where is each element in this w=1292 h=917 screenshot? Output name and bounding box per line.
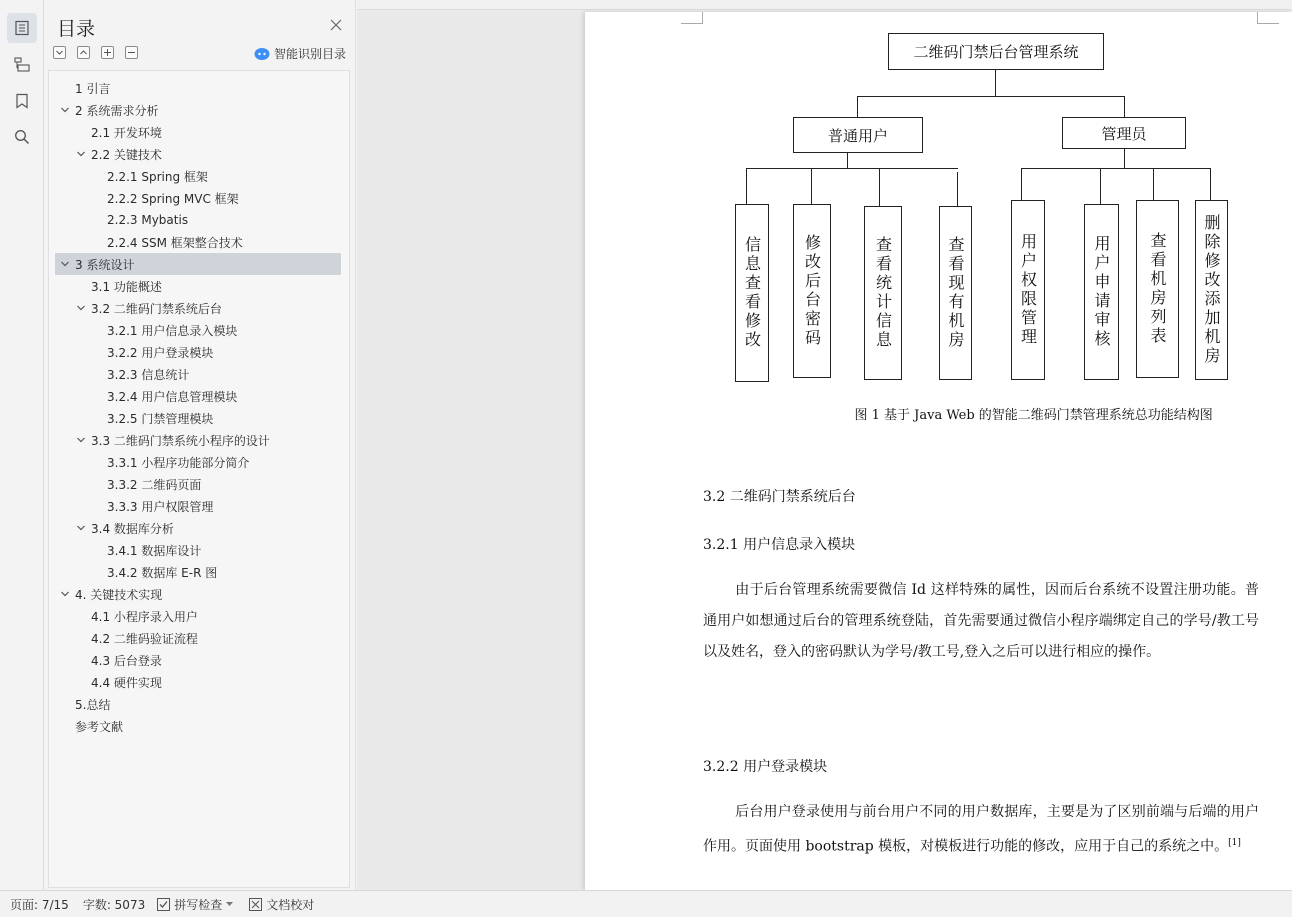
spell-check-icon bbox=[157, 898, 170, 911]
smart-toc-label: 智能识别目录 bbox=[274, 47, 347, 61]
left-icon-rail bbox=[0, 0, 44, 890]
toc-item-label: 2 系统需求分析 bbox=[75, 103, 159, 118]
toc-title: 目录 bbox=[57, 18, 96, 40]
diagram-leaf-node: 用户权限管理 bbox=[1011, 200, 1045, 380]
toc-item[interactable] bbox=[55, 165, 341, 187]
reference-mark[interactable]: [1] bbox=[1228, 838, 1241, 848]
smart-robot-icon bbox=[254, 47, 270, 61]
toc-item[interactable] bbox=[55, 253, 341, 275]
word-count[interactable]: 字数: 5073 bbox=[82, 897, 146, 912]
toc-item-label: 4.2 二维码验证流程 bbox=[91, 631, 198, 646]
toc-item[interactable] bbox=[55, 561, 341, 583]
smart-toc-button[interactable] bbox=[254, 45, 346, 62]
toc-item[interactable] bbox=[55, 209, 341, 231]
toc-item[interactable] bbox=[55, 429, 341, 451]
toc-item[interactable] bbox=[55, 517, 341, 539]
toc-item-label: 2.2.2 Spring MVC 框架 bbox=[107, 191, 239, 206]
top-toolbar-strip bbox=[357, 0, 1292, 10]
toc-item[interactable] bbox=[55, 143, 341, 165]
toc-list bbox=[48, 70, 350, 888]
toc-item[interactable] bbox=[55, 451, 341, 473]
toc-item-label: 3.2.5 门禁管理模块 bbox=[107, 411, 214, 426]
navigation-icon[interactable] bbox=[7, 49, 37, 79]
document-page[interactable] bbox=[585, 12, 1292, 890]
toc-item[interactable] bbox=[55, 121, 341, 143]
diagram-leaf-node: 信息查看修改 bbox=[735, 204, 769, 382]
toc-item-label: 3.2.4 用户信息管理模块 bbox=[107, 389, 238, 404]
toc-item-label: 3.3.1 小程序功能部分简介 bbox=[107, 455, 250, 470]
proofread-button[interactable]: 文档校对 bbox=[249, 896, 314, 913]
diagram-leaf-node: 删除修改添加机房 bbox=[1195, 200, 1228, 380]
chevron-down-icon[interactable] bbox=[75, 148, 87, 160]
remove-heading-icon[interactable] bbox=[125, 46, 138, 59]
status-bar bbox=[0, 890, 1292, 917]
chevron-down-icon[interactable] bbox=[75, 434, 87, 446]
toc-item[interactable] bbox=[55, 77, 341, 99]
page-indicator[interactable]: 页面: 7/15 bbox=[10, 897, 69, 912]
search-icon[interactable] bbox=[7, 122, 37, 152]
toc-item[interactable] bbox=[55, 539, 341, 561]
toc-item-label: 2.1 开发环境 bbox=[91, 125, 162, 140]
bookmark-icon[interactable] bbox=[7, 86, 37, 116]
toc-item-label: 4.1 小程序录入用户 bbox=[91, 609, 198, 624]
toc-item[interactable] bbox=[55, 297, 341, 319]
add-heading-icon[interactable] bbox=[101, 46, 114, 59]
toc-item[interactable] bbox=[55, 671, 341, 693]
diagram-leaf-node: 查看机房列表 bbox=[1136, 200, 1179, 378]
toc-item-label: 3.4 数据库分析 bbox=[91, 521, 174, 536]
toc-item-label: 3 系统设计 bbox=[75, 257, 135, 272]
crop-mark bbox=[681, 12, 703, 24]
toc-panel-icon[interactable] bbox=[7, 13, 37, 43]
toc-item[interactable] bbox=[55, 231, 341, 253]
paragraph-user-login: 后台用户登录使用与前台用户不同的用户数据库，主要是为了区别前端与后端的用户作用。页面使用 bootstrap 模板，对模板进行功能的修改，应用于自己的系统之中。[1] bbox=[703, 804, 1259, 855]
toc-item-label: 3.4.1 数据库设计 bbox=[107, 543, 202, 558]
toc-item-label: 1 引言 bbox=[75, 81, 111, 96]
toc-item-label: 参考文献 bbox=[75, 719, 124, 734]
toc-item-label: 5.总结 bbox=[75, 697, 111, 712]
toc-item[interactable] bbox=[55, 583, 341, 605]
close-icon[interactable] bbox=[329, 17, 343, 31]
toc-item-label: 3.2.2 用户登录模块 bbox=[107, 345, 214, 360]
expand-up-icon[interactable] bbox=[77, 46, 90, 59]
paragraph-user-info: 由于后台管理系统需要微信 Id 这样特殊的属性，因而后台系统不设置注册功能。普通用户如想通过后台的管理系统登陆，首先需要通过微信小程序端绑定自己的学号/教工号以及姓名，登入的密码默认为学号/教工号,登入之后可以进行相应的操作。 bbox=[703, 582, 1259, 660]
toc-item[interactable] bbox=[55, 275, 341, 297]
diagram-leaf-node: 查看现有机房 bbox=[939, 206, 972, 380]
crop-mark bbox=[1257, 12, 1279, 24]
chevron-down-icon[interactable] bbox=[59, 258, 71, 270]
toc-item-label: 3.3.3 用户权限管理 bbox=[107, 499, 214, 514]
chevron-down-icon[interactable] bbox=[75, 302, 87, 314]
toc-item-label: 2.2.1 Spring 框架 bbox=[107, 169, 208, 184]
diagram-leaf-node: 用户申请审核 bbox=[1084, 204, 1119, 380]
toc-item[interactable] bbox=[55, 473, 341, 495]
collapse-all-icon[interactable] bbox=[53, 46, 66, 59]
toc-item[interactable] bbox=[55, 385, 341, 407]
diagram-leaf-node: 查看统计信息 bbox=[864, 206, 902, 380]
heading-3-2-1: 3.2.1 用户信息录入模块 bbox=[703, 537, 856, 553]
toc-item[interactable] bbox=[55, 605, 341, 627]
toc-item[interactable] bbox=[55, 627, 341, 649]
figure-caption: 图 1 基于 Java Web 的智能二维码门禁管理系统总功能结构图 bbox=[854, 408, 1213, 423]
toc-item[interactable] bbox=[55, 341, 341, 363]
toc-item-label: 3.1 功能概述 bbox=[91, 279, 162, 294]
diagram-leaf-node: 修改后台密码 bbox=[793, 204, 831, 378]
toc-toolbar bbox=[53, 46, 138, 59]
toc-item-label: 2.2.4 SSM 框架整合技术 bbox=[107, 235, 243, 250]
toc-item[interactable] bbox=[55, 407, 341, 429]
toc-item[interactable] bbox=[55, 693, 341, 715]
toc-item-label: 2.2.3 Mybatis bbox=[107, 213, 189, 227]
toc-item[interactable] bbox=[55, 363, 341, 385]
toc-item-label: 3.2.1 用户信息录入模块 bbox=[107, 323, 238, 338]
toc-item-label: 4. 关键技术实现 bbox=[75, 587, 163, 602]
toc-item-label: 3.3 二维码门禁系统小程序的设计 bbox=[91, 433, 270, 448]
toc-item-label: 3.2.3 信息统计 bbox=[107, 367, 190, 382]
heading-3-2-2: 3.2.2 用户登录模块 bbox=[703, 759, 828, 775]
toc-item[interactable] bbox=[55, 495, 341, 517]
diagram-root-node: 二维码门禁后台管理系统 bbox=[888, 33, 1104, 70]
toc-item-label: 4.3 后台登录 bbox=[91, 653, 162, 668]
toc-item-label: 3.4.2 数据库 E-R 图 bbox=[107, 565, 218, 580]
toc-item[interactable] bbox=[55, 319, 341, 341]
spell-check-button[interactable]: 拼写检查 bbox=[157, 896, 233, 913]
toc-item-label: 3.3.2 二维码页面 bbox=[107, 477, 202, 492]
heading-3-2: 3.2 二维码门禁系统后台 bbox=[703, 489, 856, 505]
toc-item[interactable] bbox=[55, 187, 341, 209]
chevron-down-icon[interactable] bbox=[75, 522, 87, 534]
chevron-down-icon bbox=[226, 902, 233, 907]
toc-item[interactable] bbox=[55, 649, 341, 671]
chevron-down-icon[interactable] bbox=[59, 588, 71, 600]
toc-item-label: 2.2 关键技术 bbox=[91, 147, 162, 162]
toc-item[interactable] bbox=[55, 715, 341, 737]
proofread-icon bbox=[249, 898, 262, 911]
toc-item-label: 3.2 二维码门禁系统后台 bbox=[91, 301, 222, 316]
toc-panel bbox=[44, 0, 356, 890]
toc-item-label: 4.4 硬件实现 bbox=[91, 675, 162, 690]
toc-item[interactable] bbox=[55, 99, 341, 121]
diagram-admin-node: 管理员 bbox=[1062, 117, 1186, 149]
chevron-down-icon[interactable] bbox=[59, 104, 71, 116]
diagram-user-node: 普通用户 bbox=[793, 117, 923, 153]
